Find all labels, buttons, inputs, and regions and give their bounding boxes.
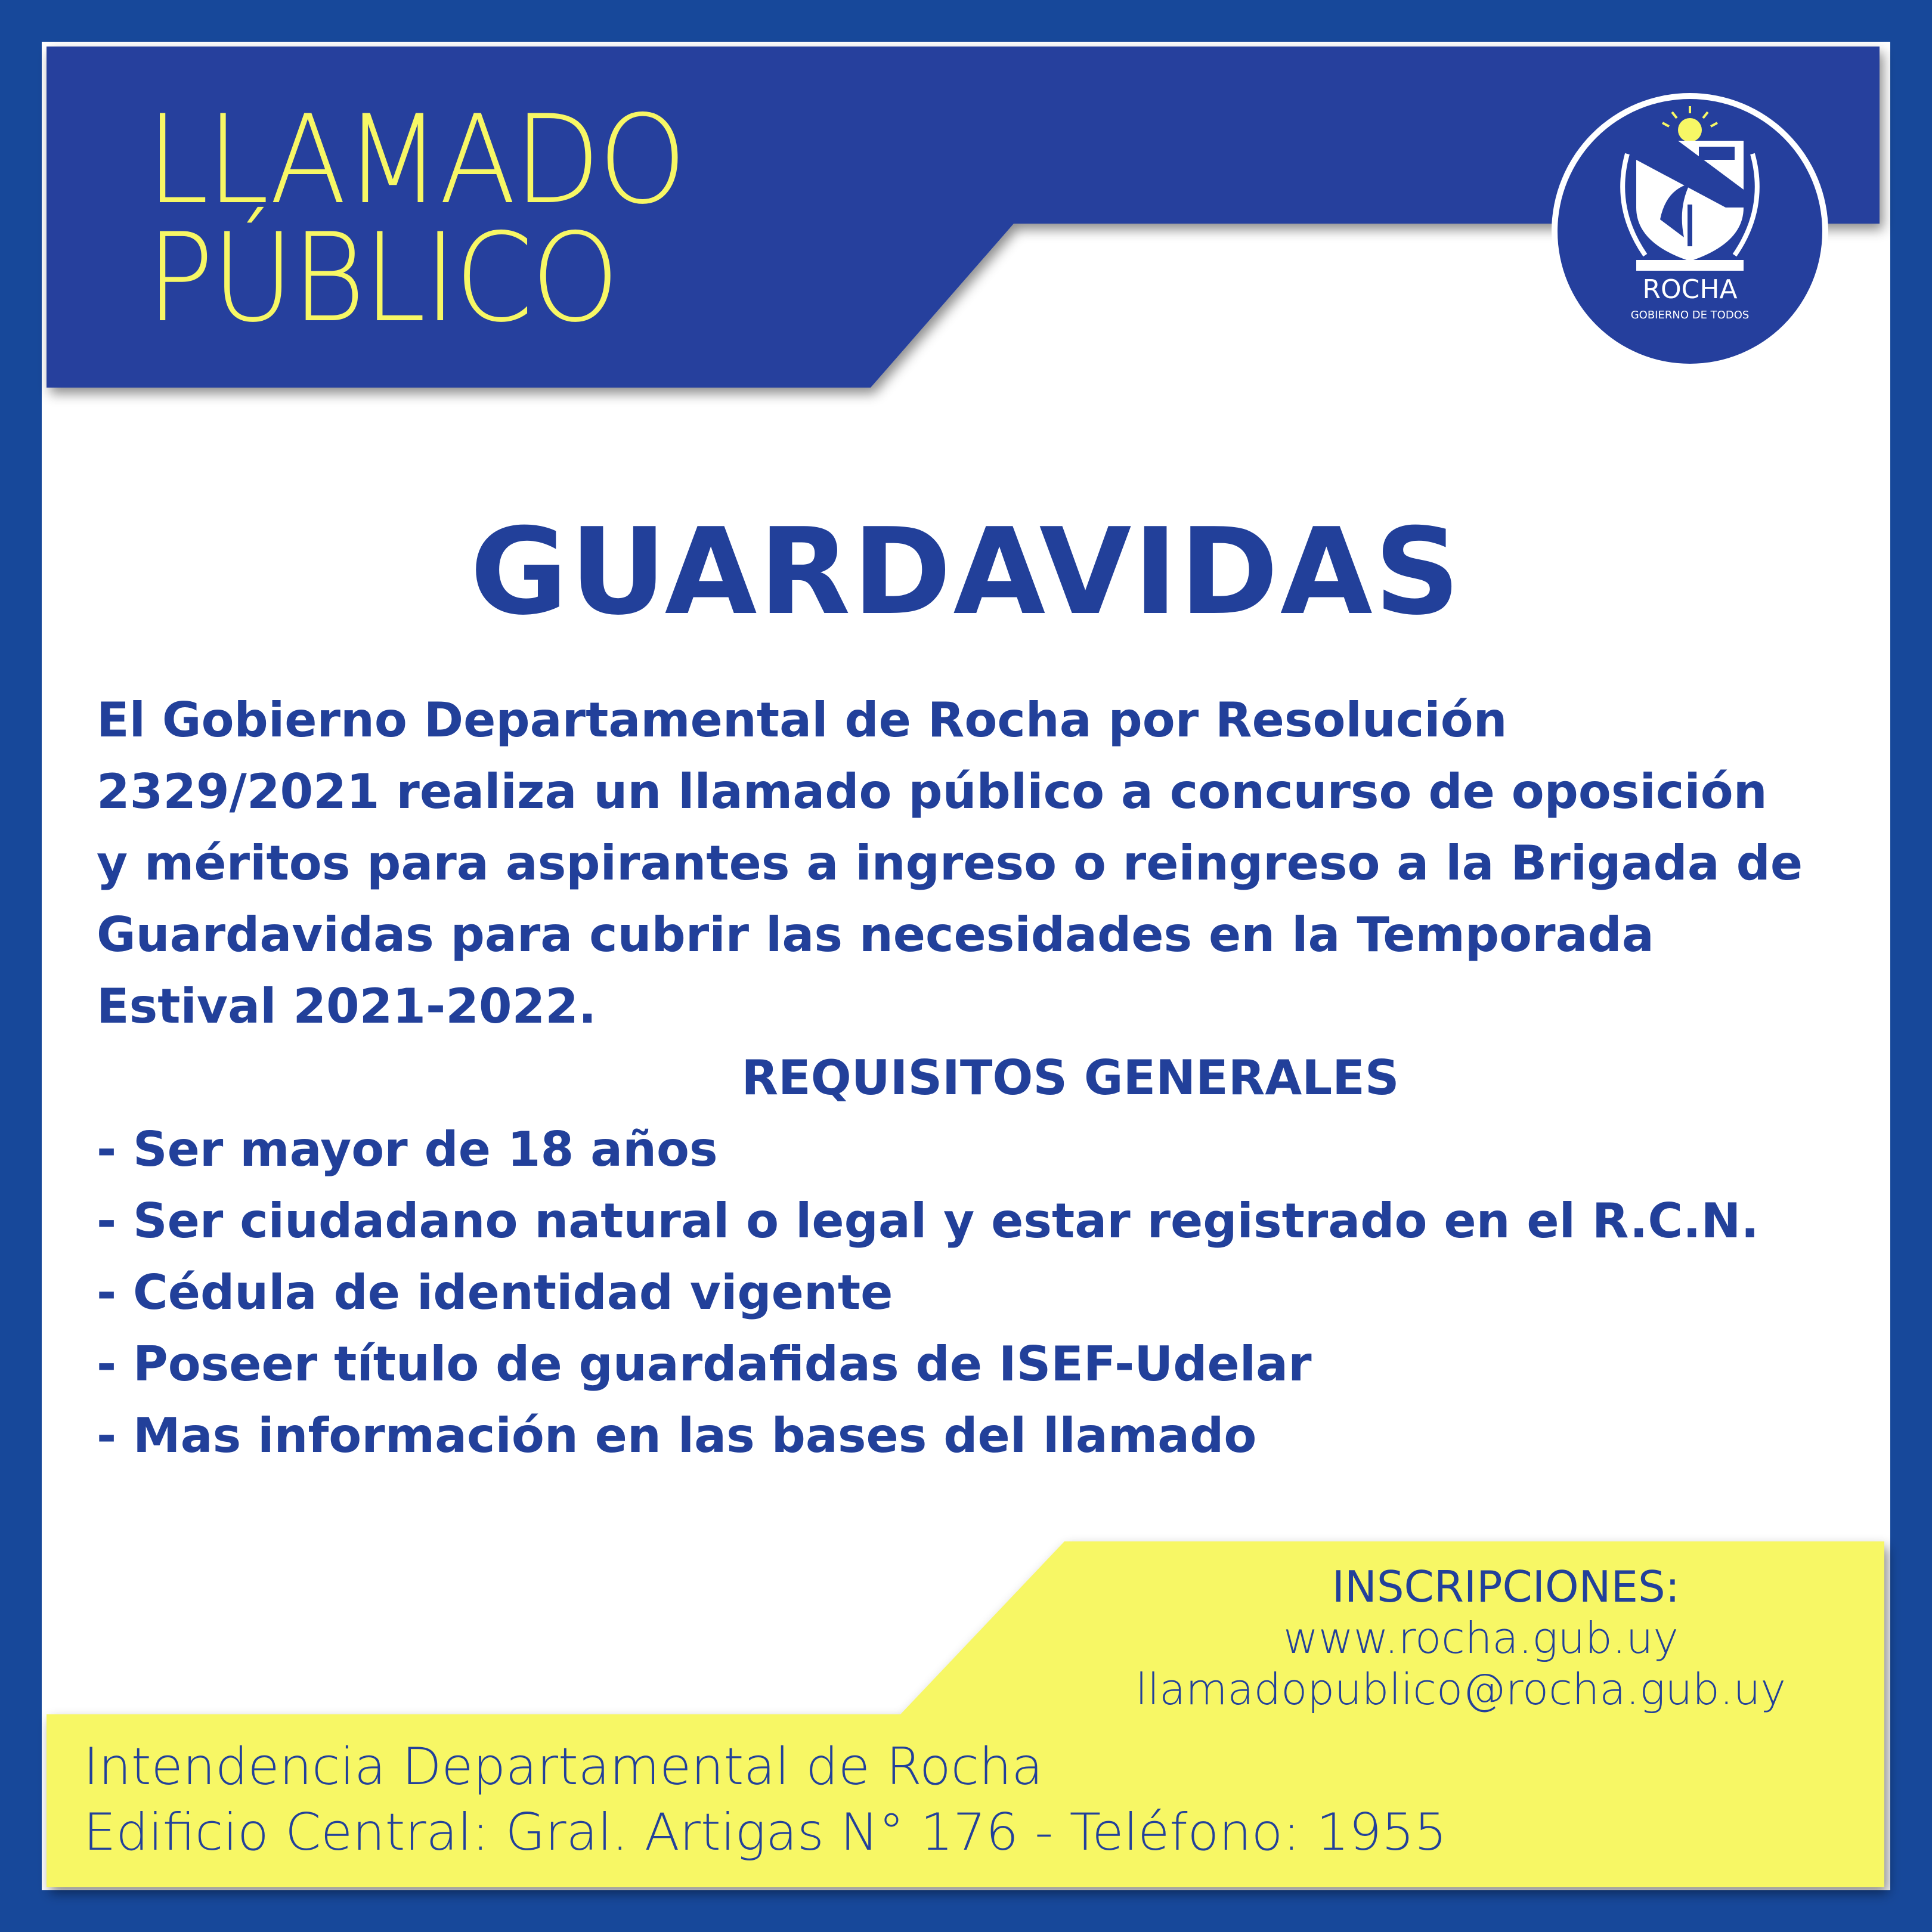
intro-line: y méritos para aspirantes a ingreso o reingreso a la Brigada de [97,835,1803,891]
requirements-list [97,1114,1759,1472]
intro-line: Estival 2021-2022. [97,979,597,1034]
intro-line: Guardavidas para cubrir las necesidades en la Temporada [97,907,1654,962]
list-item: - Poseer título de guardafidas de ISEF-Udelar [97,1336,1312,1392]
header-title [146,89,685,349]
intro-paragraph [97,685,1862,1042]
footer-line1: Intendencia Departamental de Rocha [83,1737,1044,1797]
inscriptions-block [1070,1561,1786,1715]
logo-name: ROCHA [1642,274,1738,305]
main-title: GUARDAVIDAS [470,503,1462,642]
inscriptions-heading: INSCRIPCIONES: [1332,1562,1680,1612]
intro-line: El Gobierno Departamental de Rocha por Resolución [97,692,1507,748]
list-item: - Ser mayor de 18 años [97,1122,718,1177]
header-title-line1: LLAMADO [146,89,685,231]
footer-address [83,1734,1447,1865]
logo-tagline: GOBIERNO DE TODOS [1630,309,1750,321]
list-item: - Mas información en las bases del llamado [97,1408,1257,1463]
header-title-line2: PÚBLICO [146,208,618,349]
intro-line: 2329/2021 realiza un llamado público a concurso de oposición [97,764,1767,819]
requirements-heading: REQUISITOS GENERALES [741,1050,1400,1106]
footer-line2: Edificio Central: Gral. Artigas N° 176 - Teléfono: 1955 [83,1803,1447,1862]
website-link[interactable]: www.rocha.gub.uy [1283,1613,1679,1663]
list-item: - Cédula de identidad vigente [97,1265,893,1320]
list-item: - Ser ciudadano natural o legal y estar registrado en el R.C.N. [97,1193,1759,1249]
rocha-logo [1547,88,1833,374]
email-link[interactable]: llamadopublico@rocha.gub.uy [1135,1664,1786,1714]
